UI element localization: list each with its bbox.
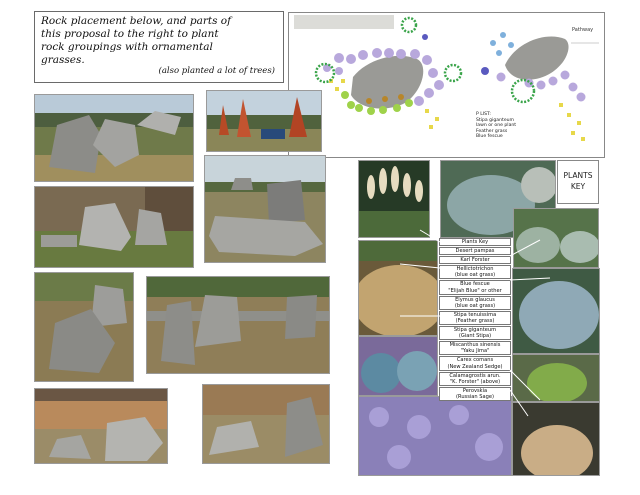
rock-photo <box>206 90 322 152</box>
plants-key-item-text: (blue oat grass) <box>454 302 496 309</box>
plants-key-item-text: Miscanthus sinensis <box>449 342 501 349</box>
plant-list-line: Stipa giganteum <box>476 117 515 123</box>
plants-key-item-text: Carex comans <box>456 357 494 364</box>
rock-photo <box>146 276 330 374</box>
plants-key-title-line: KEY <box>570 182 586 191</box>
plants-key-item-text: "Elijah Blue" or other <box>448 287 502 294</box>
intro-text-box <box>34 11 284 83</box>
plants-key-item-text: (Feather grass) <box>455 317 495 324</box>
plant-list <box>476 112 534 140</box>
plants-key-item-text: "Yaku Jima" <box>460 348 490 355</box>
plants-key-item-text: Blue fescue <box>460 281 490 288</box>
plants-key-item-text: Stipa giganteum <box>453 327 497 334</box>
plants-key-item-text: Perovskia <box>462 387 488 394</box>
plants-key-item-text: (blue oat grass) <box>454 272 496 279</box>
rock-photo <box>204 155 326 263</box>
plants-key-item-text: Plants Key <box>461 239 489 245</box>
plant-list-line: lawn or one plant <box>476 123 517 129</box>
pathway-label: Pathway <box>572 27 594 33</box>
plants-key-title <box>557 160 599 204</box>
plants-key-item-text: Hellictotrichon <box>456 266 494 273</box>
intro-line: rock groupings with ornamental <box>41 41 213 53</box>
rock-photo <box>34 272 134 382</box>
plants-key-item-text: Calamagrostis arun. <box>449 372 501 379</box>
intro-line: Rock placement below, and parts of <box>41 15 231 27</box>
plants-key-item-text: (Russian Sage) <box>456 393 494 400</box>
plant-list-line: Feather grass <box>476 128 508 134</box>
rock-photo <box>202 384 330 464</box>
intro-note: (also planted a lot of trees) <box>158 66 275 76</box>
plants-key-item-text: Karl Forster <box>460 257 490 264</box>
key-pointer-arrows <box>400 220 600 420</box>
plants-key-item-text: Desert pampas <box>455 248 495 255</box>
rock-photo <box>34 186 194 268</box>
plant-list-line: Blue fescue <box>476 134 503 140</box>
intro-line: this proposal to the right to plant <box>41 28 219 40</box>
plants-key-item-text: Elymus glaucus <box>455 296 495 303</box>
intro-line: grasses. <box>41 54 85 66</box>
plants-key-item-text: (New Zealand Sedge) <box>447 363 503 370</box>
plants-key-item-text: "K. Forster" (above) <box>449 378 501 385</box>
planting-plan-drawing <box>289 13 605 158</box>
plants-key-item-text: (Giant Stipa) <box>458 333 492 340</box>
plants-key-title-line: PLANTS <box>563 171 593 180</box>
planting-plan <box>288 12 605 158</box>
plants-key-item-text: Stipa tenuissima <box>453 311 497 318</box>
rock-photo <box>34 94 194 182</box>
plant-list-line: P LIST: <box>476 112 491 117</box>
rock-photo <box>34 388 168 464</box>
